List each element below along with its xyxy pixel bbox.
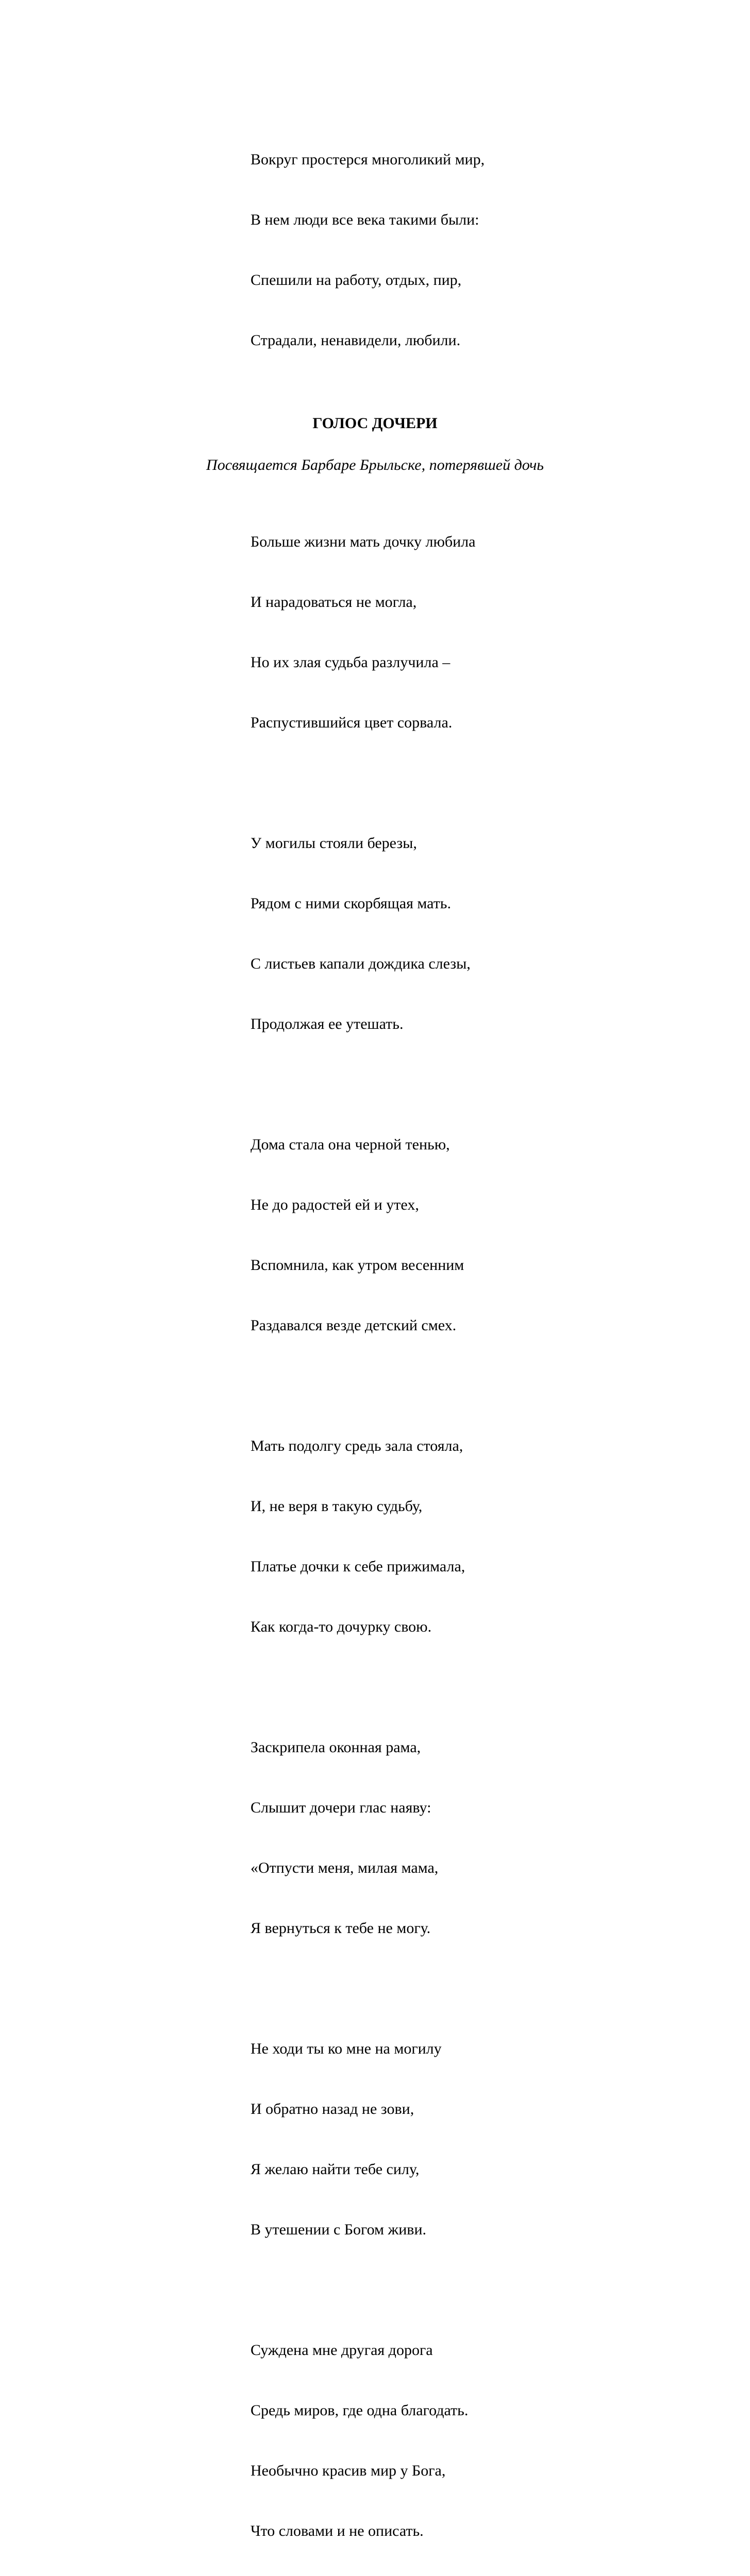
poem-stanza <box>251 1998 750 2280</box>
poem-stanza <box>251 1697 750 1978</box>
poem-line: Продолжая ее утешать. <box>251 1015 404 1032</box>
poem-line: Не до радостей ей и утех, <box>251 1196 419 1213</box>
poem-line: Спешили на работу, отдых, пир, <box>251 272 462 289</box>
intro-stanza <box>251 109 750 391</box>
poem-line: В нем люди все века такими были: <box>251 211 479 228</box>
poem-line: И обратно назад не зови, <box>251 2100 414 2117</box>
poem-line: И нарадоваться не могла, <box>251 594 417 611</box>
poem-line: Не ходи ты ко мне на могилу <box>251 2040 442 2057</box>
poem-line: Платье дочки к себе прижимала, <box>251 1558 465 1575</box>
poem-stanza <box>251 1396 750 1677</box>
poem-stanza <box>251 492 750 773</box>
poem-line: Что словами и не описать. <box>251 2522 424 2539</box>
poem-line: Средь миров, где одна благодать. <box>251 2402 469 2419</box>
poem-stanza <box>251 1094 750 1376</box>
poem-stanza <box>251 2300 750 2576</box>
poem-line: Как когда-то дочурку свою. <box>251 1618 432 1635</box>
poem-line: Слышит дочери глас наяву: <box>251 1799 431 1816</box>
poem-line: Вспомнила, как утром весенним <box>251 1257 464 1274</box>
poem-line: «Отпусти меня, милая мама, <box>251 1859 439 1876</box>
poem-line: В утешении с Богом живи. <box>251 2221 427 2238</box>
poem-line: И, не веря в такую судьбу, <box>251 1498 423 1515</box>
poem-stanza <box>251 793 750 1074</box>
poem-line: Я желаю найти тебе силу, <box>251 2161 420 2178</box>
poem-line: Я вернуться к тебе не могу. <box>251 1920 431 1937</box>
poem-line: Вокруг простерся многоликий мир, <box>251 151 485 168</box>
poem-line: Дома стала она черной тенью, <box>251 1136 450 1153</box>
poem-dedication: Посвящается Барбаре Брыльске, потерявшей дочь <box>206 456 544 473</box>
poem-line: Заскрипела оконная рама, <box>251 1739 421 1756</box>
poem-line: Страдали, ненавидели, любили. <box>251 332 461 349</box>
poem-line: Больше жизни мать дочку любила <box>251 533 476 550</box>
poem-line: С листьев капали дождика слезы, <box>251 955 471 972</box>
poem-line: Но их злая судьба разлучила – <box>251 654 451 671</box>
poem-line: Раздавался везде детский смех. <box>251 1317 457 1334</box>
poem-line: Распустившийся цвет сорвала. <box>251 714 453 731</box>
poem-line: Мать подолгу средь зала стояла, <box>251 1437 463 1454</box>
poem-line: Суждена мне другая дорога <box>251 2342 433 2359</box>
poem-line: Рядом с ними скорбящая мать. <box>251 895 451 912</box>
poem-line: У могилы стояли березы, <box>251 835 417 852</box>
poem-title: ГОЛОС ДОЧЕРИ <box>312 415 438 432</box>
poem-line: Необычно красив мир у Бога, <box>251 2462 446 2479</box>
